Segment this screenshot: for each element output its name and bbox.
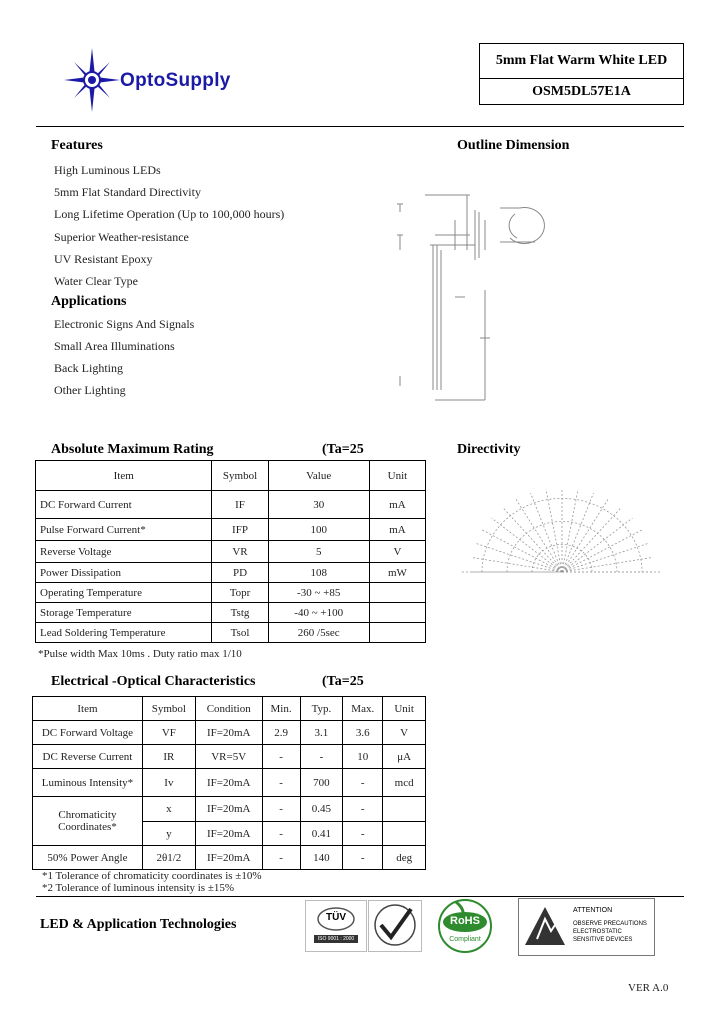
row-unit [383,822,426,846]
attention-line: SENSITIVE DEVICES [573,937,633,943]
row-unit [369,583,425,603]
row-item: Power Dissipation [36,563,212,583]
row-symbol: IF [212,491,268,519]
row-item: Luminous Intensity* [33,769,143,797]
table-row [36,623,426,643]
tuv-iso-badge [305,900,367,952]
row-unit [383,797,426,822]
application-item: Electronic Signs And Signals [54,317,195,331]
row-unit [369,623,425,643]
row-item: Operating Temperature [36,583,212,603]
applications-heading: Applications [51,294,127,309]
version-label: VER A.0 [628,982,669,994]
table-row [36,519,426,541]
row-unit: mA [369,519,425,541]
row-max: - [343,822,383,846]
tuv-text: TÜV [326,912,346,923]
table-row [36,541,426,563]
row-value: 5 [268,541,369,563]
row-value: 30 [268,491,369,519]
directivity-heading: Directivity [457,442,521,457]
row-min: - [262,745,300,769]
col-header: Min. [262,697,300,721]
attention-line: ELECTROSTATIC [573,929,622,935]
abs-max-condition: (Ta=25 [322,442,364,457]
feature-item: Water Clear Type [54,274,138,288]
row-symbol: Tsol [212,623,268,643]
abs-max-heading: Absolute Maximum Rating [51,442,214,457]
directivity-diagram [462,480,662,580]
row-item: DC Forward Voltage [33,721,143,745]
row-unit: V [369,541,425,563]
table-row [36,583,426,603]
rohs-subtext: Compliant [449,936,481,943]
feature-item: Superior Weather-resistance [54,230,189,244]
table-row [36,491,426,519]
row-typ: 140 [300,846,343,870]
row-item: Pulse Forward Current* [36,519,212,541]
col-header: Unit [383,697,426,721]
row-unit: μA [383,745,426,769]
product-title: 5mm Flat Warm White LED [480,44,683,79]
row-value: -30 ~ +85 [268,583,369,603]
row-condition: IF=20mA [195,721,262,745]
feature-item: 5mm Flat Standard Directivity [54,185,201,199]
application-item: Small Area Illuminations [54,339,175,353]
row-typ: 0.45 [300,797,343,822]
application-item: Back Lighting [54,361,123,375]
electro-optical-table [32,696,426,870]
feature-item: Long Lifetime Operation (Up to 100,000 hours) [54,207,285,221]
row-unit: mA [369,491,425,519]
row-symbol: VF [142,721,195,745]
row-symbol: y [142,822,195,846]
table-row [33,769,426,797]
outline-drawing [395,190,595,410]
attention-title: ATTENTION [573,907,613,914]
col-header: Condition [195,697,262,721]
brand-name: OptoSupply [120,70,231,91]
row-typ: 3.1 [300,721,343,745]
logo-star-icon [60,48,124,112]
esd-warning-icon [523,905,567,949]
row-symbol: Topr [212,583,268,603]
electro-optical-heading: Electrical -Optical Characteristics [51,674,256,689]
row-max: - [343,797,383,822]
row-min: - [262,822,300,846]
row-item: Reverse Voltage [36,541,212,563]
abs-max-table [35,460,426,643]
row-item: DC Forward Current [36,491,212,519]
attention-line: OBSERVE PRECAUTIONS [573,921,647,927]
row-condition: IF=20mA [195,846,262,870]
abs-max-note: *Pulse width Max 10ms . Duty ratio max 1/10 [38,648,242,660]
feature-item: High Luminous LEDs [54,163,161,177]
footer-divider [36,896,684,897]
row-symbol: IFP [212,519,268,541]
col-header: Value [268,461,369,491]
row-unit: V [383,721,426,745]
row-unit: deg [383,846,426,870]
application-item: Other Lighting [54,383,126,397]
row-value: 100 [268,519,369,541]
col-header: Symbol [212,461,268,491]
row-value: 108 [268,563,369,583]
row-item: Chromaticity Coordinates* [33,797,143,846]
row-symbol: IR [142,745,195,769]
row-condition: VR=5V [195,745,262,769]
row-max: 3.6 [343,721,383,745]
row-condition: IF=20mA [195,769,262,797]
row-min: - [262,769,300,797]
row-typ: 0.41 [300,822,343,846]
electro-optical-note: *1 Tolerance of chromaticity coordinates is ±10% [42,870,262,882]
rohs-badge [426,898,504,954]
esd-attention-badge [518,898,655,956]
iso-text: ISO 9001 : 2000 [317,936,355,942]
row-item: DC Reverse Current [33,745,143,769]
col-header: Max. [343,697,383,721]
table-row [33,745,426,769]
rohs-text: RoHS [450,915,480,927]
company-name: LED & Application Technologies [40,917,237,932]
row-symbol: VR [212,541,268,563]
tuv-logo-icon [306,901,366,951]
title-box [479,43,684,105]
row-condition: IF=20mA [195,822,262,846]
checkmark-icon [369,901,421,951]
row-min: - [262,846,300,870]
col-header: Typ. [300,697,343,721]
row-item: Lead Soldering Temperature [36,623,212,643]
row-max: - [343,769,383,797]
electro-optical-note: *2 Tolerance of luminous intensity is ±15% [42,882,235,894]
row-unit [369,603,425,623]
table-row [33,846,426,870]
col-header: Item [36,461,212,491]
row-unit: mW [369,563,425,583]
row-symbol: x [142,797,195,822]
features-heading: Features [51,138,103,153]
row-symbol: 2θ1/2 [142,846,195,870]
table-row [36,563,426,583]
row-condition: IF=20mA [195,797,262,822]
row-typ: 700 [300,769,343,797]
col-header: Unit [369,461,425,491]
check-badge [368,900,422,952]
top-divider [36,126,684,127]
row-typ: - [300,745,343,769]
row-value: 260 /5sec [268,623,369,643]
row-item: 50% Power Angle [33,846,143,870]
row-value: -40 ~ +100 [268,603,369,623]
row-symbol: Tstg [212,603,268,623]
row-symbol: PD [212,563,268,583]
row-item: Storage Temperature [36,603,212,623]
part-number: OSM5DL57E1A [532,83,631,99]
row-max: 10 [343,745,383,769]
brand-logo [60,48,280,112]
table-row [33,721,426,745]
row-min: 2.9 [262,721,300,745]
row-min: - [262,797,300,822]
table-row [33,797,426,822]
table-row [36,603,426,623]
electro-optical-condition: (Ta=25 [322,674,364,689]
col-header: Item [33,697,143,721]
feature-item: UV Resistant Epoxy [54,252,153,266]
row-symbol: Iv [142,769,195,797]
outline-heading: Outline Dimension [457,138,570,153]
row-max: - [343,846,383,870]
col-header: Symbol [142,697,195,721]
row-unit: mcd [383,769,426,797]
